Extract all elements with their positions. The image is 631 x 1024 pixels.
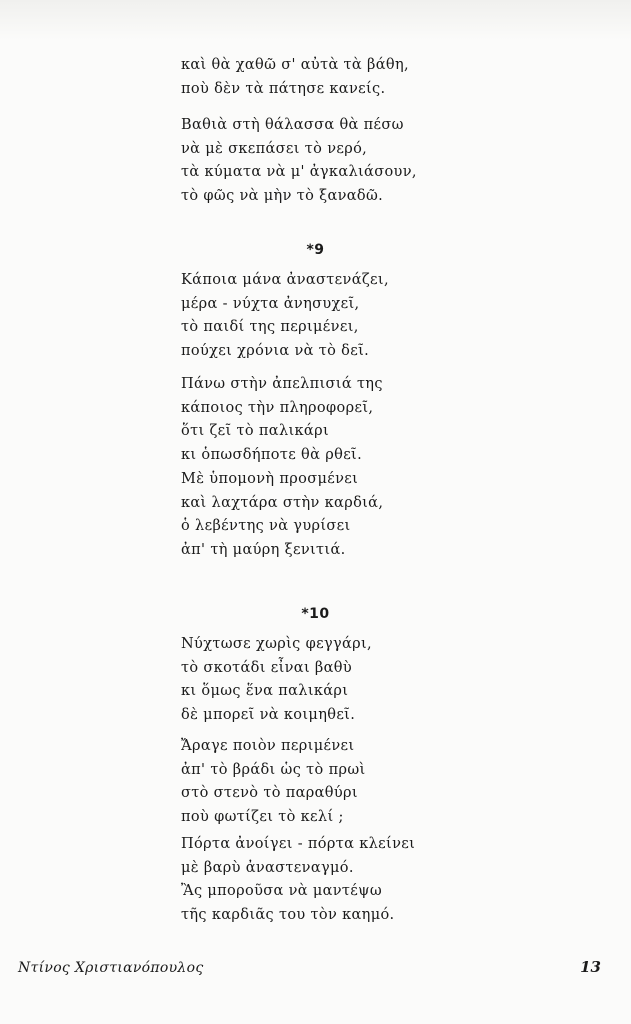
poem-line: Κάποια μάνα ἀναστενάζει, — [181, 272, 389, 288]
page-edge-shadow — [0, 0, 631, 40]
poem-line: δὲ μπορεῖ νὰ κοιμηθεῖ. — [181, 706, 356, 723]
stanza — [181, 114, 481, 208]
poem-line: ποὺ δὲν τὰ πάτησε κανείς. — [181, 80, 386, 97]
poem-line: Πόρτα ἀνοίγει - πόρτα κλείνει — [181, 836, 416, 852]
poem-line: Ἂς μποροῦσα νὰ μαντέψω — [181, 883, 383, 899]
stanza — [181, 735, 481, 829]
poem-line: ἀπ' τὴ μαύρη ξενιτιά. — [181, 541, 346, 558]
stanza — [181, 833, 481, 927]
poem-line: κάποιος τὴν πληροφορεῖ, — [181, 399, 374, 416]
poem-line: στὸ στενὸ τὸ παραθύρι — [181, 785, 358, 801]
poem-line: Μὲ ὑπομονὴ προσμένει — [181, 471, 359, 487]
poem-line: πούχει χρόνια νὰ τὸ δεῖ. — [181, 342, 370, 359]
stanza — [181, 633, 481, 727]
poem-line: καὶ λαχτάρα στὴν καρδιά, — [181, 494, 384, 511]
stanza — [181, 269, 481, 363]
poem-line: μὲ βαρὺ ἀναστεναγμό. — [181, 859, 354, 876]
poem-line: τὸ φῶς νὰ μὴν τὸ ξαναδῶ. — [181, 187, 384, 204]
poem-line: Πάνω στὴν ἀπελπισιά της — [181, 376, 383, 392]
poem-line: τῆς καρδιᾶς του τὸν καημό. — [181, 906, 395, 923]
poem-line: τὸ παιδί της περιμένει, — [181, 319, 359, 335]
poem-line: Βαθιὰ στὴ θάλασσα θὰ πέσω — [181, 117, 404, 133]
stanza — [181, 54, 481, 101]
poem-line: κι ὁπωσδήποτε θὰ ρθεῖ. — [181, 446, 363, 463]
poem-line: ἀπ' τὸ βράδι ὡς τὸ πρωὶ — [181, 761, 366, 778]
poem-line: Ἄραγε ποιὸν περιμένει — [181, 738, 355, 754]
footer-author: Ντίνος Χριστιανόπουλος — [18, 960, 204, 976]
poem-line: μέρα - νύχτα ἀνησυχεῖ, — [181, 295, 360, 312]
poem-line: Νύχτωσε χωρὶς φεγγάρι, — [181, 636, 373, 652]
poem-line: τὰ κύματα νὰ μ' ἀγκαλιάσουν, — [181, 164, 417, 180]
poem-line: κι ὅμως ἕνα παλικάρι — [181, 683, 349, 699]
poem-line: ποὺ φωτίζει τὸ κελί ; — [181, 808, 344, 825]
poem-line: καὶ θὰ χαθῶ σ' αὐτὰ τὰ βάθη, — [181, 57, 409, 73]
poem-heading: *10 — [301, 606, 330, 622]
poem-line: τὸ σκοτάδι εἶναι βαθὺ — [181, 659, 353, 676]
poem-line: ὅτι ζεῖ τὸ παλικάρι — [181, 423, 329, 439]
stanza — [181, 468, 481, 562]
page-number: 13 — [580, 958, 601, 976]
poem-heading: *9 — [306, 242, 325, 258]
poem-line: ὁ λεβέντης νὰ γυρίσει — [181, 518, 351, 534]
poem-line: νὰ μὲ σκεπάσει τὸ νερό, — [181, 140, 368, 157]
stanza — [181, 373, 481, 467]
